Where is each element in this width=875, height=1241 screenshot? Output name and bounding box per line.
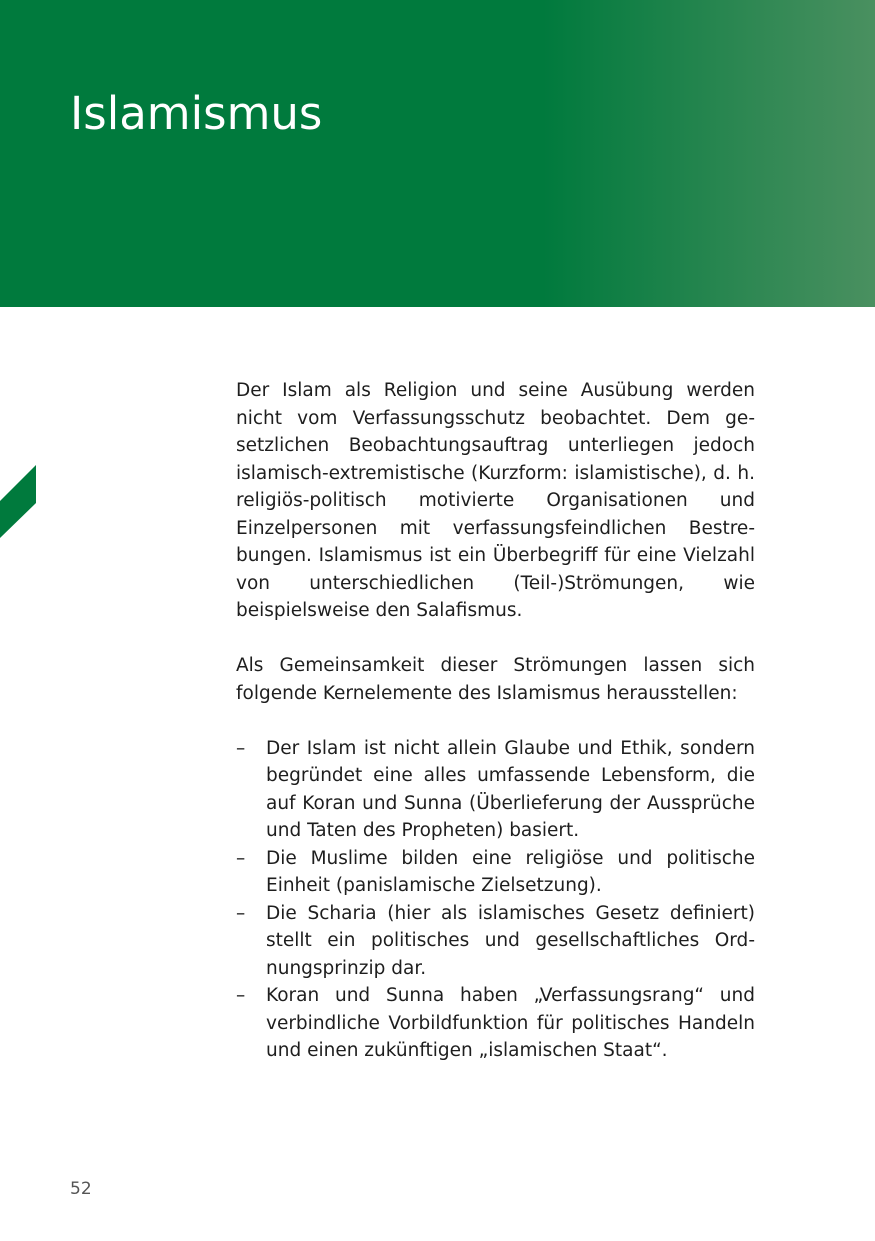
list-item-text: Der Islam ist nicht allein Glaube und Ethik, sondern begründet eine alles umfassende Lebensform, die auf Koran und Sunna (Überlieferung der Aussprüche und Taten des Propheten) basiert.	[266, 737, 755, 841]
bullet-dash: –	[236, 737, 246, 759]
page-number: 52	[70, 1179, 92, 1199]
intro-paragraph: Der Islam als Religion und seine Ausübung werden nicht vom Verfassungsschutz beobachtet. Dem gesetzlichen Beobachtungsauftrag unterliegen jedoch islamisch-extremistische (Kurzform: islamistische), d. h. religiös-politisch motivierte Organisationen und Einzelpersonen mit verfassungsfeindlichen Bestrebungen. Islamismus ist ein Überbegriff für eine Vielzahl von unterschiedlichen (Teil-)Strömungen, wie beispielsweise den Salafismus.	[236, 380, 755, 621]
list-item-text: Koran und Sunna haben „Verfassungsrang“ und verbindliche Vorbildfunktion für politisches Handeln und einen zukünftigen „islamischen Staat“.	[266, 985, 755, 1061]
header-band	[0, 0, 875, 307]
list-item	[236, 900, 755, 983]
list-item	[236, 735, 755, 845]
core-elements-list	[236, 735, 755, 1065]
bullet-dash: –	[236, 847, 246, 869]
page-title: Islamismus	[70, 87, 323, 140]
list-item	[236, 845, 755, 900]
summary-paragraph: Als Gemeinsamkeit dieser Strömungen lassen sich folgende Kernelemente des Islamismus herausstellen:	[236, 655, 755, 704]
body-text	[236, 377, 755, 1065]
bullet-dash: –	[236, 985, 246, 1006]
bullet-dash: –	[236, 902, 246, 924]
list-item-text: Die Scharia (hier als islamisches Gesetz definiert) stellt ein politisches und gesellschaftliches Ordnungsprinzip dar.	[266, 902, 755, 979]
list-item	[236, 982, 755, 1065]
list-item-text: Die Muslime bilden eine religiöse und politische Einheit (panislamische Zielsetzung).	[266, 847, 755, 896]
section-marker	[0, 465, 36, 538]
